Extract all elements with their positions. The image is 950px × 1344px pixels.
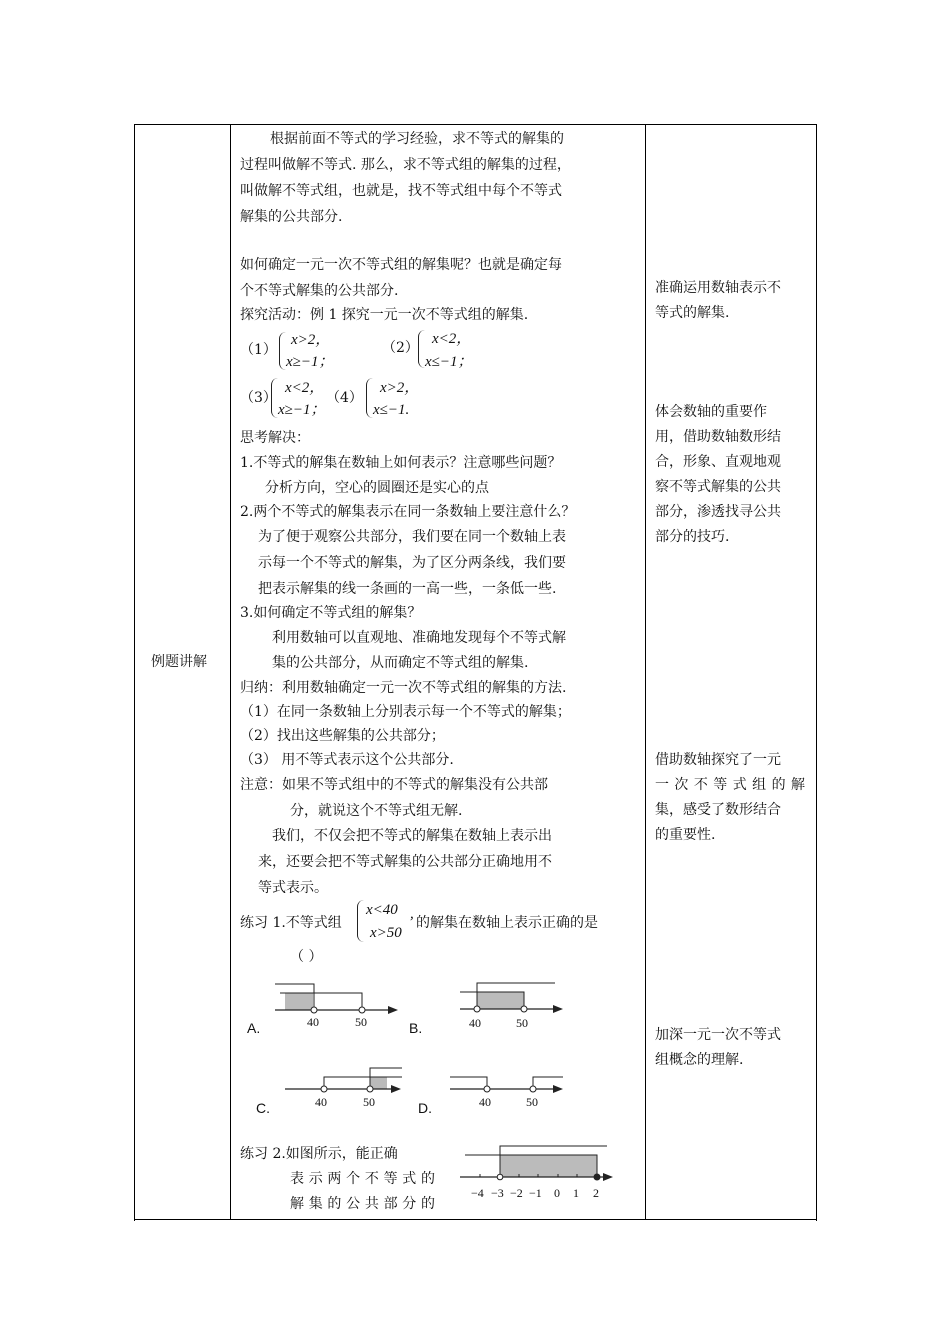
- answer-3-line: 利用数轴可以直观地、准确地发现每个不等式解: [272, 630, 566, 646]
- section-label: 例题讲解: [151, 654, 207, 670]
- open-circle: [367, 1086, 373, 1092]
- tick-label: 50: [355, 1015, 367, 1029]
- axis-arrow: [553, 1005, 563, 1013]
- open-circle: [484, 1086, 490, 1092]
- answer-3-line: 集的公共部分，从而确定不等式组的解集.: [272, 655, 529, 671]
- number-line-exercise-2: [455, 1138, 625, 1206]
- system-number: （4）: [326, 390, 363, 406]
- option-b-label: B.: [409, 1020, 423, 1036]
- tick-label: 50: [516, 1016, 528, 1030]
- closing-line: 来，还要会把不等式解集的公共部分正确地用不: [258, 854, 552, 870]
- answer-blank: （ ）: [290, 949, 323, 965]
- open-circle: [530, 1086, 536, 1092]
- number-line-option-a: [270, 980, 410, 1030]
- table-bottom-border: [134, 1219, 816, 1220]
- note-line: 注意：如果不等式组中的不等式的解集没有公共部: [240, 777, 548, 793]
- open-circle: [474, 1006, 480, 1012]
- open-circle: [311, 1007, 317, 1013]
- option-d-label: D.: [418, 1100, 432, 1116]
- tick-label: 50: [363, 1095, 375, 1109]
- open-circle: [521, 1006, 527, 1012]
- solution-ray: [533, 1077, 563, 1089]
- system-line: x>2，: [380, 380, 420, 396]
- system-number: （3）: [240, 390, 277, 406]
- note-line: 体会数轴的重要作: [655, 404, 767, 420]
- exercise-1-prefix: 练习 1.不等式组: [240, 915, 342, 931]
- summary-step: （3） 用不等式表示这个公共部分.: [240, 752, 454, 768]
- note-line: 组概念的理解.: [655, 1052, 744, 1068]
- left-brace: [279, 332, 286, 370]
- answer-1: 分析方向，空心的圆圈还是实心的点: [265, 480, 489, 496]
- number-line-option-d: [445, 1060, 575, 1110]
- note-line: 等式的解集.: [655, 305, 730, 321]
- solution-ray: [450, 1077, 487, 1089]
- shaded-region: [500, 1155, 597, 1177]
- closing-line: 等式表示。: [258, 880, 328, 896]
- shaded-region: [285, 993, 313, 1010]
- column-divider: [230, 124, 231, 1220]
- note-line: 分，就说这个不等式组无解.: [290, 803, 463, 819]
- summary-step: （1）在同一条数轴上分别表示每一个不等式的解集；: [240, 704, 571, 720]
- note-line: 合，形象、直观地观: [655, 454, 781, 470]
- note-line: 借助数轴探究了一元: [655, 752, 781, 768]
- system-number: （1）: [240, 342, 277, 358]
- intro-line: 过程叫做解不等式. 那么，求不等式组的解集的过程，: [240, 157, 571, 173]
- tick-label: −3: [491, 1186, 504, 1200]
- tick-label: −4: [471, 1186, 484, 1200]
- tick-label: −2: [510, 1186, 523, 1200]
- tick-label: 50: [526, 1095, 538, 1109]
- intro-line: 解集的公共部分.: [240, 209, 343, 225]
- exercise-1-inequality: x<40: [366, 902, 398, 918]
- intro-line: 根据前面不等式的学习经验，求不等式的解集的: [270, 131, 564, 147]
- system-line: x≥−1；: [278, 402, 326, 418]
- system-line: x≤−1.: [373, 402, 410, 418]
- exercise-1-comma: ,: [410, 906, 414, 922]
- left-brace: [366, 378, 373, 418]
- summary-title: 归纳：利用数轴确定一元一次不等式组的解集的方法.: [240, 680, 567, 696]
- system-line: x>2，: [291, 332, 331, 348]
- note-line: 准确运用数轴表示不: [655, 280, 781, 296]
- tick-label: 2: [593, 1186, 599, 1200]
- system-line: x≥−1；: [286, 354, 334, 370]
- exercise-1-inequality: x>50: [370, 925, 402, 941]
- summary-step: （2）找出这些解集的公共部分；: [240, 728, 445, 744]
- note-line: 加深一元一次不等式: [655, 1027, 781, 1043]
- tick-label: −1: [529, 1186, 542, 1200]
- shaded-region: [477, 992, 524, 1009]
- axis-arrow: [391, 1085, 401, 1093]
- axis-arrow: [388, 1006, 398, 1014]
- option-c-label: C.: [256, 1100, 270, 1116]
- note-line: 部分，渗透找寻公共: [655, 504, 781, 520]
- tick-label: 1: [573, 1186, 579, 1200]
- question-2: 2.两个不等式的解集表示在同一条数轴上要注意什么？: [240, 504, 576, 520]
- answer-2-line: 示每一个不等式的解集，为了区分两条线，我们要: [258, 555, 566, 571]
- solution-ray: [324, 1077, 402, 1089]
- intro-line: 叫做解不等式组，也就是，找不等式组中每个不等式: [240, 183, 562, 199]
- think-title: 思考解决：: [240, 430, 310, 446]
- option-a-label: A.: [247, 1020, 261, 1036]
- note-line: 察不等式解集的公共: [655, 479, 781, 495]
- tick-label: 40: [479, 1095, 491, 1109]
- axis-arrow: [553, 1085, 563, 1093]
- open-circle: [321, 1086, 327, 1092]
- question-1: 1.不等式的解集在数轴上如何表示？注意哪些问题？: [240, 455, 562, 471]
- number-line-option-b: [455, 978, 575, 1030]
- system-line: x≤−1；: [425, 354, 473, 370]
- system-line: x<2，: [285, 380, 325, 396]
- note-line: 部分的技巧.: [655, 529, 730, 545]
- left-brace: [357, 900, 364, 942]
- axis-arrow: [603, 1173, 613, 1181]
- left-brace: [271, 378, 278, 418]
- exercise-2-line: 练习 2.如图所示，能正确: [240, 1146, 398, 1162]
- activity-title: 探究活动：例 1 探究一元一次不等式组的解集.: [240, 307, 529, 323]
- left-brace: [418, 330, 425, 368]
- tick-label: 40: [315, 1095, 327, 1109]
- note-line: 集，感受了数形结合: [655, 802, 781, 818]
- column-divider: [645, 124, 646, 1220]
- system-number: （2）: [382, 340, 419, 356]
- exercise-2-line: 表示两个不等式的: [290, 1171, 435, 1187]
- answer-2-line: 为了便于观察公共部分，我们要在同一个数轴上表: [258, 529, 566, 545]
- closing-line: 我们，不仅会把不等式的解集在数轴上表示出: [272, 828, 552, 844]
- open-circle: [497, 1174, 503, 1180]
- number-line-option-c: [280, 1060, 410, 1110]
- open-circle: [359, 1007, 365, 1013]
- tick-label: 40: [469, 1016, 481, 1030]
- tick-label: 0: [554, 1186, 560, 1200]
- system-line: x<2，: [432, 331, 472, 347]
- question-line: 如何确定一元一次不等式组的解集呢？也就是确定每: [240, 257, 562, 273]
- question-3: 3.如何确定不等式组的解集？: [240, 605, 422, 621]
- exercise-1-suffix: 的解集在数轴上表示正确的是: [416, 915, 598, 931]
- exercise-2-line: 解集的公共部分的: [290, 1196, 435, 1212]
- solid-dot: [594, 1174, 600, 1180]
- question-line: 个不等式解集的公共部分.: [240, 283, 399, 299]
- note-line: 一次不等式组的解: [655, 777, 805, 793]
- note-line: 的重要性.: [655, 827, 716, 843]
- tick-label: 40: [307, 1015, 319, 1029]
- answer-2-line: 把表示解集的线一条画的一高一些，一条低一些.: [258, 581, 557, 597]
- note-line: 用，借助数轴数形结: [655, 429, 781, 445]
